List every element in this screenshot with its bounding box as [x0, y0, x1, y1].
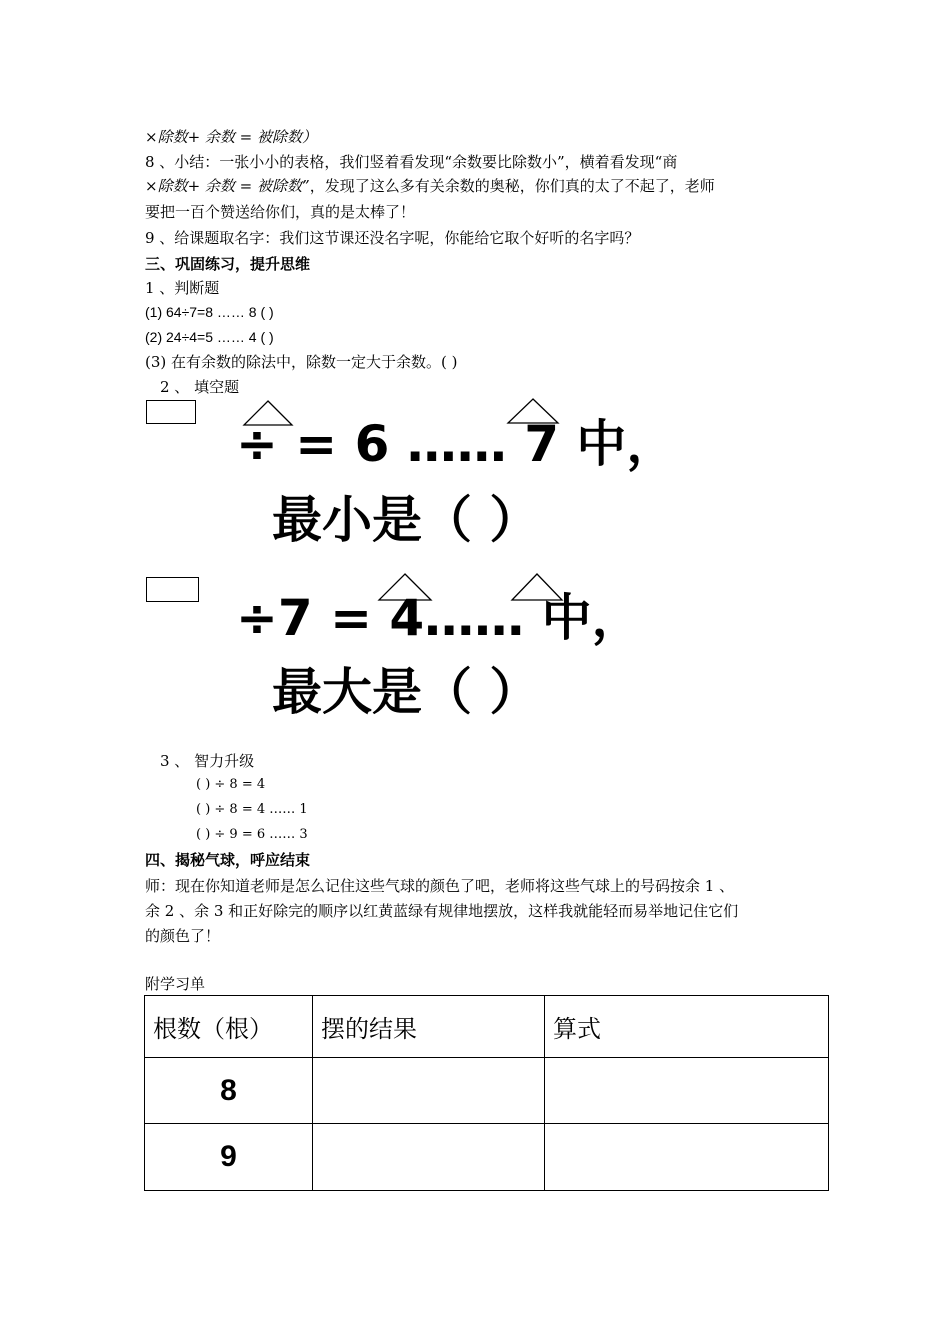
closing-line-2: 余 2 、余 3 和正好除完的顺序以红黄蓝绿有规律地摆放，这样我就能轻而易举地记住它们 — [145, 902, 739, 920]
row-result-cell[interactable] — [313, 1058, 545, 1124]
closing-line-3: 的颜色了！ — [145, 927, 221, 945]
formula-inline: ×除数+ 余数 = 被除数” — [145, 177, 310, 195]
row-count: 8 — [145, 1058, 313, 1124]
table-header-row — [145, 996, 829, 1058]
praise-line: 要把一百个赞送给你们，真的是太棒了！ — [145, 203, 416, 221]
header-formula: 算式 — [545, 996, 829, 1058]
fill-equation-1: ÷ = 6 …… 7 中， — [236, 415, 677, 473]
upgrade-item-3: ( ) ÷ 9 = 6 …… 3 — [196, 827, 308, 842]
row-formula-cell[interactable] — [545, 1058, 829, 1124]
section3-heading: 三、巩固练习，提升思维 — [145, 255, 311, 273]
judge-item-2: (2) 24÷4=5 …… 4 ( ) — [145, 329, 274, 345]
summary-line-2 — [145, 176, 715, 196]
row-count: 9 — [145, 1124, 313, 1191]
header-count: 根数（根） — [145, 996, 313, 1058]
blank-box — [146, 577, 199, 602]
judge-title: 1 、判断题 — [145, 279, 220, 297]
header-result: 摆的结果 — [313, 996, 545, 1058]
fill-answer-1: 最小是（ ） — [272, 491, 540, 549]
formula-line: ×除数+ 余数 = 被除数） — [145, 128, 318, 146]
summary-line: 8 、小结：一张小小的表格，我们竖着看发现“余数要比除数小”，横着看发现“商 — [145, 153, 678, 171]
row-formula-cell[interactable] — [545, 1124, 829, 1191]
upgrade-item-2: ( ) ÷ 8 = 4 …… 1 — [196, 802, 308, 817]
blank-box — [146, 400, 196, 424]
judge-item-1: (1) 64÷7=8 …… 8 ( ) — [145, 304, 274, 320]
worksheet-title: 附学习单 — [145, 975, 206, 993]
upgrade-item-1: ( ) ÷ 8 = 4 — [196, 777, 266, 792]
judge-item-3: (3) 在有余数的除法中，除数一定大于余数。( ) — [145, 353, 458, 371]
fill-equation-2: ÷7 = 4…… 中， — [236, 589, 642, 647]
upgrade-title: 3 、 智力升级 — [160, 752, 255, 770]
summary-rest: ，发现了这么多有关余数的奥秘，你们真的太了不起了，老师 — [309, 177, 715, 195]
worksheet-table — [144, 995, 829, 1191]
section4-heading: 四、揭秘气球，呼应结束 — [145, 851, 311, 869]
fill-title: 2 、 填空题 — [160, 378, 240, 396]
row-result-cell[interactable] — [313, 1124, 545, 1191]
table-row — [145, 1124, 829, 1191]
table-row — [145, 1058, 829, 1124]
fill-answer-2: 最大是（ ） — [272, 663, 540, 721]
closing-line-1: 师：现在你知道老师是怎么记住这些气球的颜色了吧，老师将这些气球上的号码按余 1 、 — [145, 877, 735, 895]
title-question-line: 9 、给课题取名字：我们这节课还没名字呢，你能给它取个好听的名字吗？ — [145, 229, 640, 247]
